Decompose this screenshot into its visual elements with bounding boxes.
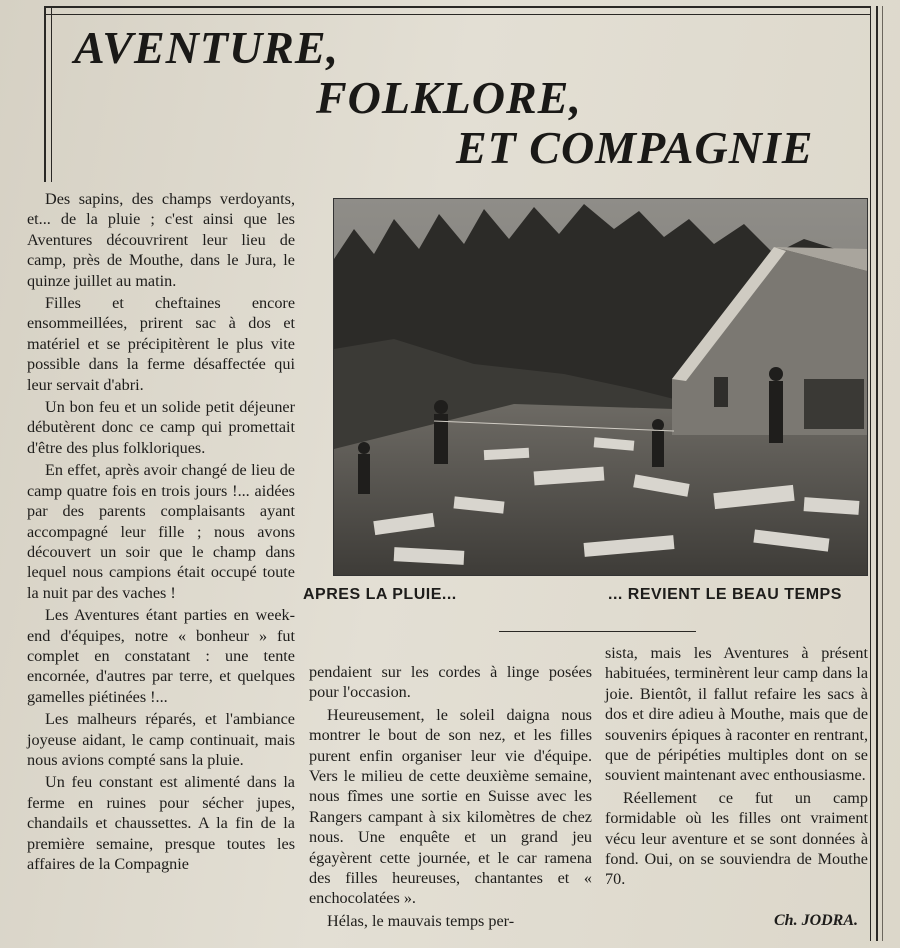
farmhouse-window — [714, 377, 728, 407]
camp-photo — [333, 198, 868, 576]
article-column-right — [605, 643, 868, 892]
frame-top-rule — [44, 6, 870, 15]
paragraph: Les malheurs réparés, et l'ambiance joyeuse aidant, le camp continuait, mais nous avions compté sans la pluie. — [27, 710, 295, 769]
author-signature: Ch. JODRA. — [774, 912, 859, 929]
farmhouse-shed — [804, 379, 864, 429]
photo-caption-left: APRES LA PLUIE... — [303, 586, 457, 603]
paragraph: Un bon feu et un solide petit déjeuner débutèrent donc ce camp qui promettait d'être des plus folkloriques. — [27, 398, 295, 457]
separator-rule — [499, 631, 696, 632]
photo-caption-right: ... REVIENT LE BEAU TEMPS — [608, 586, 842, 603]
headline-line-2: FOLKLORE, — [316, 72, 582, 123]
headline-line-3: ET COMPAGNIE — [456, 122, 814, 173]
paragraph: sista, mais les Aventures à présent habituées, terminèrent leur camp dans la joie. Bientôt, il fallut refaire les sacs à dos et dire adieu à Mouthe, mais que de souvenirs épiques à raconter en rentrant, que de péripéties multiples dont on se souvient maintenant avec enthousiasme. — [605, 644, 868, 785]
paragraph: En effet, après avoir changé de lieu de camp quatre fois en trois jours !... aidées par des parents complaisants ayant accompagné leur fille ; nous avons découvert un soir que le champ dans lequel nous campions était occupé toute la nuit par des vaches ! — [27, 461, 295, 602]
frame-right-outer-rule — [882, 6, 885, 941]
article-column-middle — [309, 662, 592, 933]
frame-right-rule — [870, 6, 878, 941]
paragraph: Un feu constant est alimenté dans la ferme en ruines pour sécher jupes, chandails et chaussettes. A la fin de la première semaine, presque toutes les affaires de la Compagnie — [27, 773, 295, 873]
paragraph: pendaient sur les cordes à linge posées pour l'occasion. — [309, 663, 592, 702]
paragraph: Heureusement, le soleil daigna nous montrer le bout de son nez, et les filles purent enfin organiser leur vie d'équipe. Vers le milieu de cette deuxième semaine, nous fîmes une sortie en Suisse avec les Rangers campant à six kilomètres de chez nous. Une enquête et un grand jeu égayèrent cette journée, et le car ramena des filles heureuses, chantantes et « enchocolatées ». — [309, 705, 592, 908]
paragraph: Hélas, le mauvais temps per- — [327, 911, 515, 930]
article-column-left — [27, 189, 295, 876]
paragraph: Filles et cheftaines encore ensommeillées, prirent sac à dos et matériel et se précipitèrent le plus vite possible dans la ferme désaffectée qui leur servait d'abri. — [27, 294, 295, 394]
camp-photo-illustration — [334, 199, 867, 575]
headline-line-1: AVENTURE, — [74, 22, 340, 73]
paragraph: Les Aventures étant parties en week-end d'équipes, notre « bonheur » fut complet en constatant : une tente encornée, d'autres par terre, et quelques gamelles piétinées !... — [27, 606, 295, 706]
frame-left-rule — [44, 6, 52, 182]
paragraph: Réellement ce fut un camp formidable où les filles ont vraiment vécu leur aventure et se sont données à fond. Oui, on se souviendra de Mouthe 70. — [605, 788, 868, 889]
paragraph: Des sapins, des champs verdoyants, et... de la pluie ; c'est ainsi que les Aventures découvrirent leur lieu de camp, près de Mouthe, dans le Jura, le quinze juillet au matin. — [27, 190, 295, 290]
